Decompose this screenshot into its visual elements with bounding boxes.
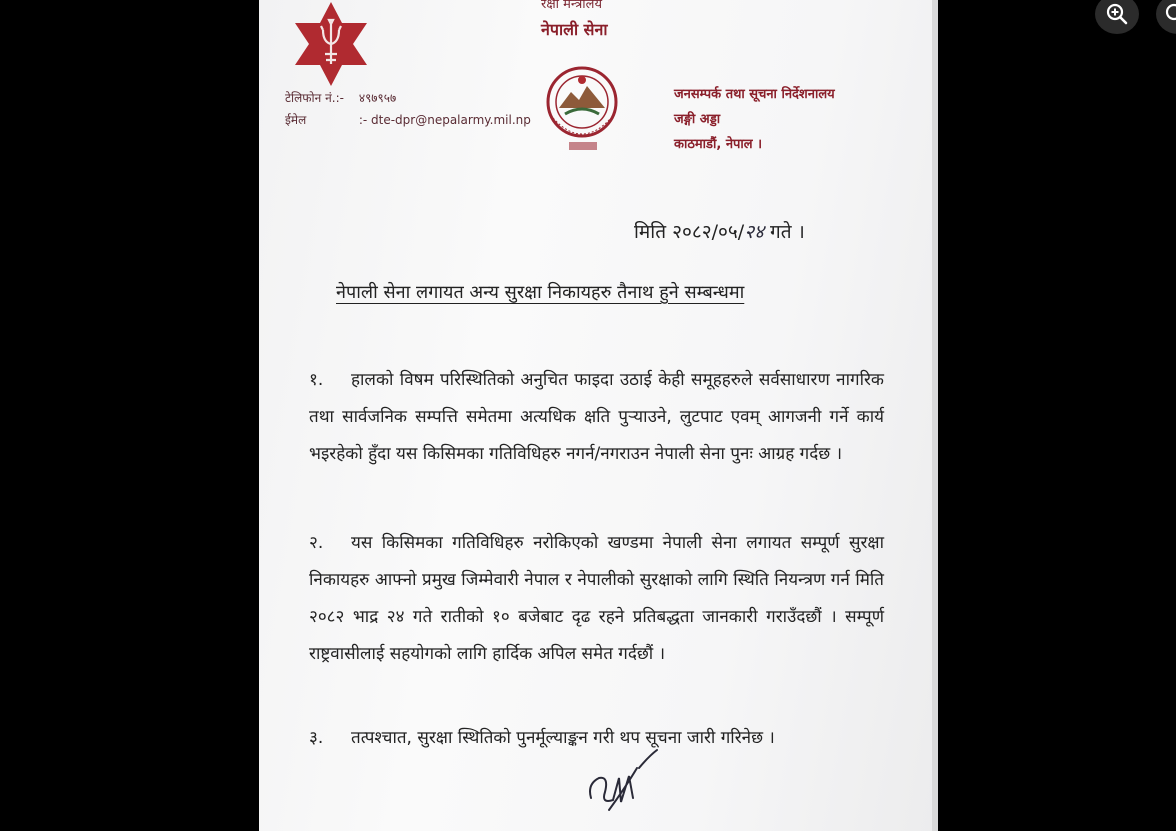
next-button[interactable] — [1156, 0, 1176, 34]
paragraph-1-number: १. — [309, 370, 324, 390]
directorate-seal-icon — [529, 58, 635, 158]
paragraph-3-number: ३. — [309, 728, 324, 748]
zoom-in-icon — [1105, 2, 1129, 26]
zoom-in-button[interactable] — [1095, 0, 1139, 34]
chevron-right-icon — [1164, 2, 1176, 26]
phone-value: ४९७९५७ — [358, 91, 397, 105]
email-line — [285, 110, 531, 130]
directorate-city: काठमाडौं, नेपाल । — [674, 137, 763, 152]
phone-line — [285, 88, 396, 108]
date-value: २०८२/०५/ — [672, 221, 745, 243]
date-suffix: गते । — [770, 221, 805, 243]
letter-date — [634, 218, 805, 244]
date-day-handwritten: २४ — [744, 221, 764, 243]
phone-label: टेलिफोन नं.:- — [285, 91, 344, 105]
paragraph-2-number: २. — [309, 533, 324, 553]
army-name: नेपाली सेना — [541, 20, 608, 39]
handwritten-signature — [579, 748, 669, 818]
email-value: :- dte-dpr@nepalarmy.mil.np — [358, 113, 531, 127]
paragraph-3-text: तत्पश्चात, सुरक्षा स्थितिको पुनर्मूल्याङ्कन गरी थप सूचना जारी गरिनेछ । — [351, 728, 775, 748]
paragraph-2 — [309, 525, 884, 673]
ministry-name: रक्षा मन्त्रालय — [541, 0, 603, 12]
press-release-document — [259, 0, 938, 831]
directorate-block — [674, 82, 835, 157]
paragraph-1-text: हालको विषम परिस्थितिको अनुचित फाइदा उठाई केही समूहहरुले सर्वसाधारण नागरिक तथा सार्वजनिक सम्पत्ति समेतमा अत्यधिक क्षति पुर्‍याउने, लुटपाट एवम् आगजनी गर्ने कार्य भइरहेको हुँदा यस किसिमका गतिविधिहरु नगर्न/नगराउन नेपाली सेना पुनः आग्रह गर्दछ । — [309, 370, 884, 464]
paper-edge-shadow — [932, 0, 938, 831]
letter-subject: नेपाली सेना लगायत अन्य सुरक्षा निकायहरु तैनाथ हुने सम्बन्धमा — [336, 282, 745, 303]
paragraph-1 — [309, 362, 884, 473]
date-label: मिति — [634, 221, 667, 243]
directorate-location: जङ्गी अड्डा — [674, 112, 721, 127]
nepal-army-star-emblem-icon — [289, 2, 373, 86]
email-label: ईमेल — [285, 113, 307, 127]
directorate-name: जनसम्पर्क तथा सूचना निर्देशनालय — [674, 87, 835, 102]
paragraph-2-text: यस किसिमका गतिविधिहरु नरोकिएको खण्डमा नेपाली सेना लगायत सम्पूर्ण सुरक्षा निकायहरु आफ्नो प्रमुख जिम्मेवारी नेपाल र नेपालीको सुरक्षाको लागि स्थिति नियन्त्रण गर्न मिति २०८२ भाद्र २४ गते रातीको १० बजेबाट दृढ रहने प्रतिबद्धता जानकारी गराउँदछौं । सम्पूर्ण राष्ट्रवासीलाई सहयोगको लागि हार्दिक अपिल समेत गर्दछौं । — [309, 533, 884, 664]
